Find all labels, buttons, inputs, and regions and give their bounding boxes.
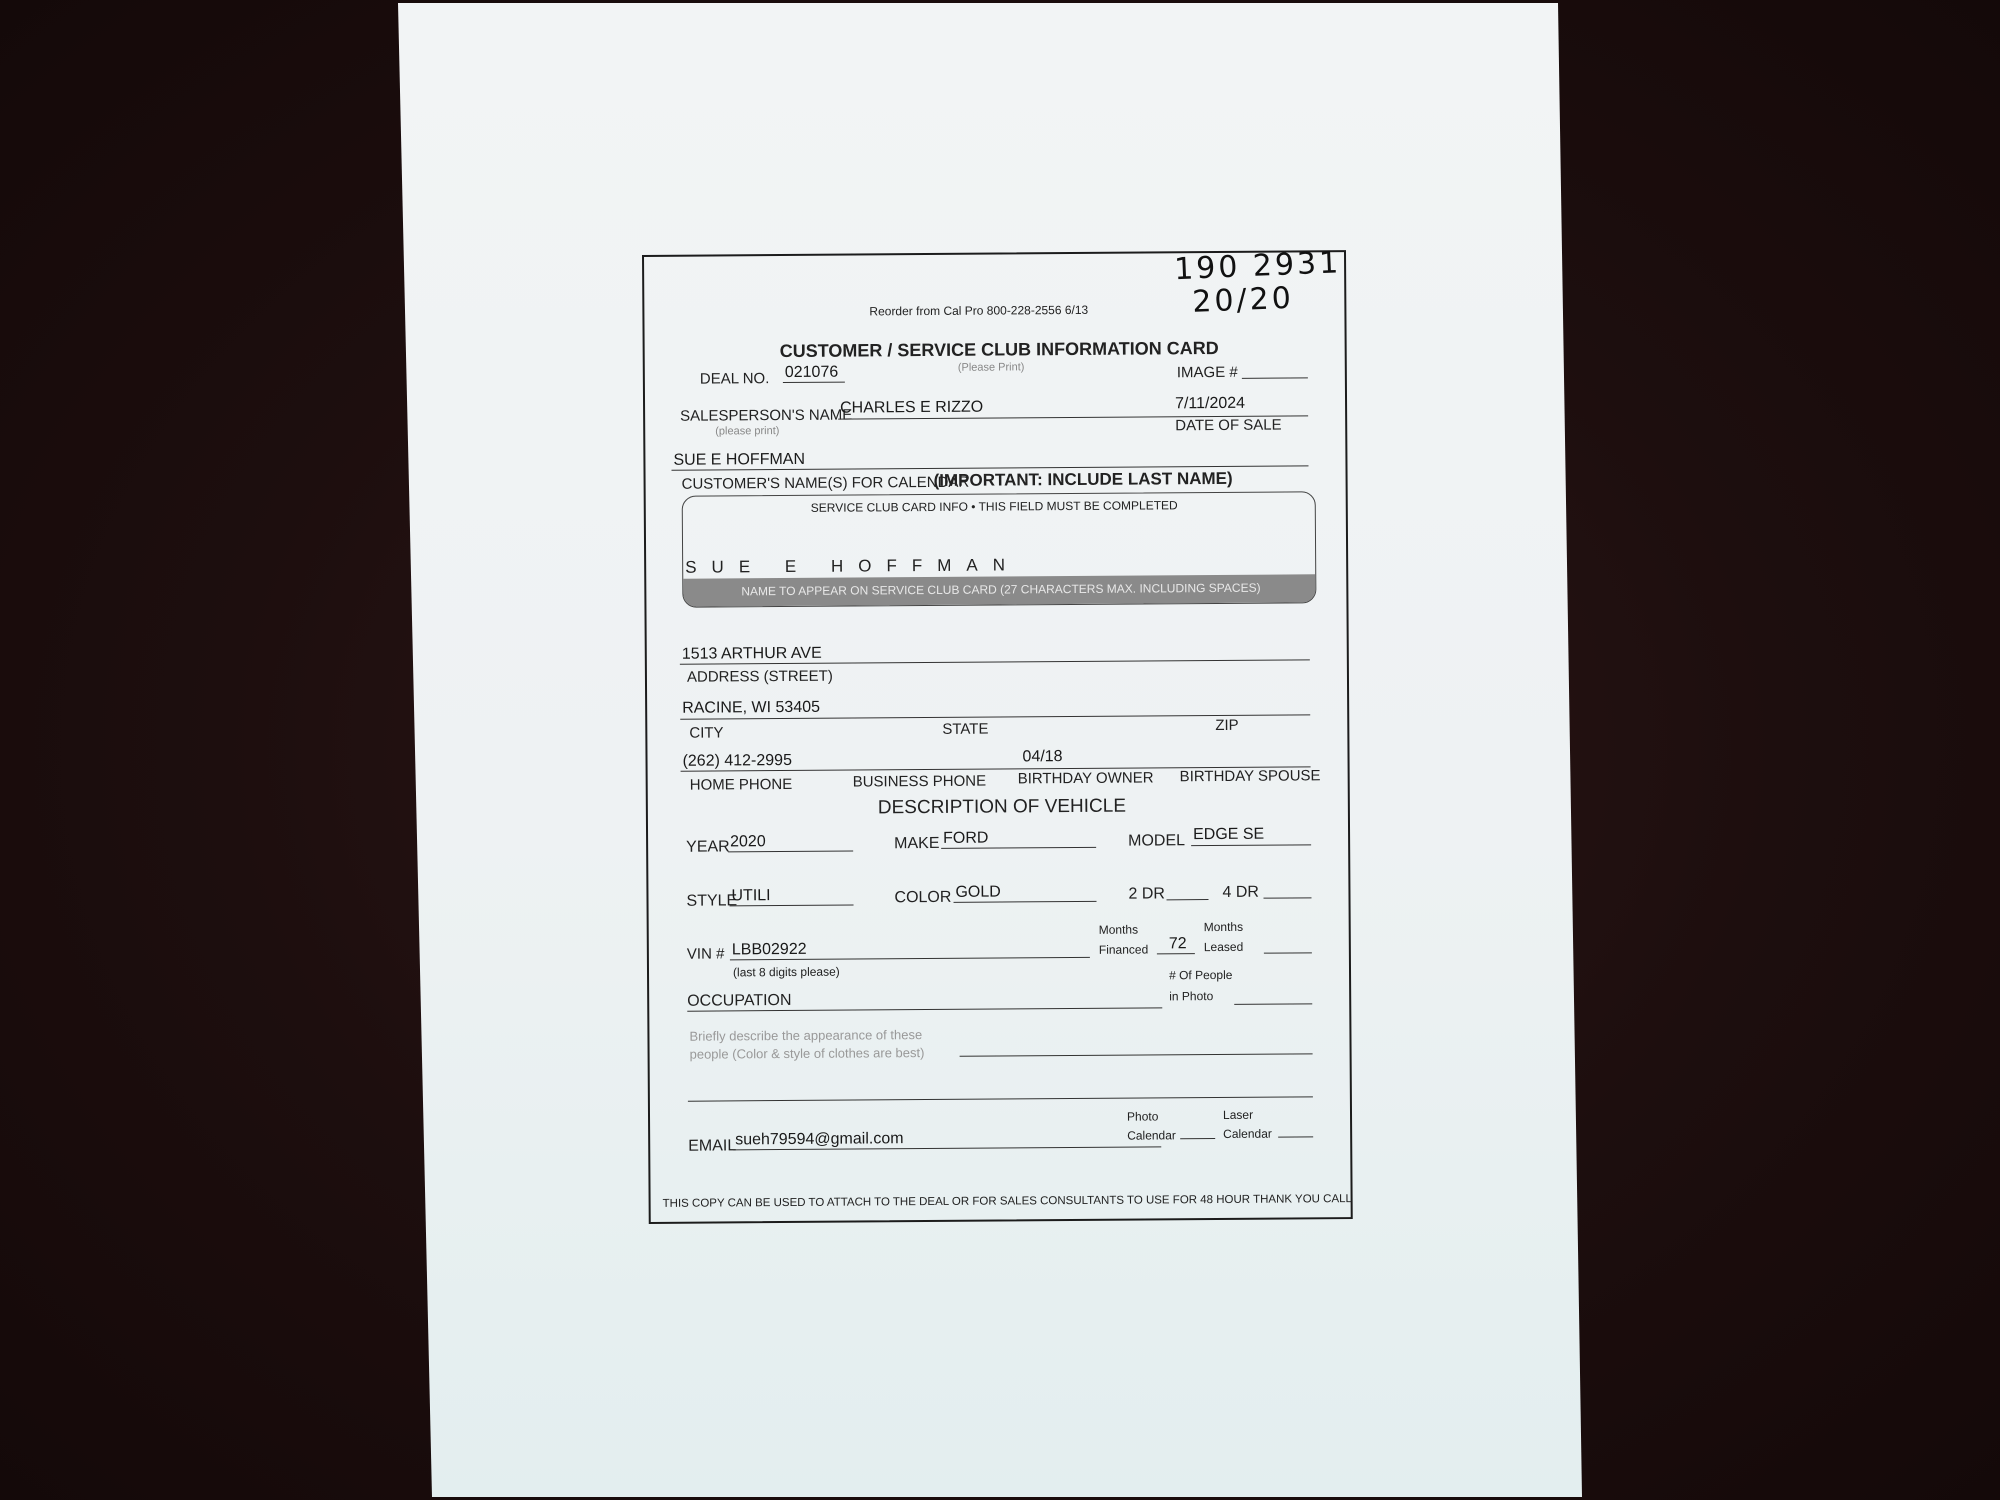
months-leased-label-1: Months — [1203, 919, 1244, 935]
home-phone-value: (262) 412-2995 — [682, 751, 793, 770]
birthday-spouse-label: BIRTHDAY SPOUSE — [1179, 767, 1321, 786]
people-in-photo-label-2: in Photo — [1169, 989, 1214, 1004]
model-label: MODEL — [1128, 832, 1186, 850]
make-label: MAKE — [894, 834, 940, 853]
salesperson-value: CHARLES E RIZZO — [840, 398, 984, 417]
months-leased-label-2: Leased — [1203, 939, 1244, 955]
describe-label-1: Briefly describe the appearance of these — [689, 1027, 923, 1044]
photo-calendar-line — [1180, 1138, 1215, 1139]
customer-name-value: SUE E HOFFMAN — [673, 450, 806, 469]
color-line — [954, 901, 1097, 903]
service-club-footer-bar — [683, 574, 1315, 606]
info-card — [642, 245, 1353, 1224]
people-in-photo-line — [1234, 1003, 1312, 1005]
months-financed-line — [1157, 953, 1195, 954]
two-door-line — [1167, 899, 1209, 900]
home-phone-label: HOME PHONE — [689, 775, 793, 794]
model-line — [1191, 844, 1311, 846]
make-value: FORD — [943, 829, 989, 847]
months-financed-label-2: Financed — [1098, 942, 1149, 957]
business-phone-label: BUSINESS PHONE — [852, 772, 987, 791]
four-door-label: 4 DR — [1222, 883, 1259, 901]
year-line — [728, 851, 853, 853]
address-value: 1513 ARTHUR AVE — [681, 644, 822, 663]
year-label: YEAR — [686, 838, 730, 856]
describe-line-2 — [688, 1096, 1313, 1101]
four-door-line — [1264, 897, 1312, 898]
birthday-owner-label: BIRTHDAY OWNER — [1017, 769, 1154, 788]
date-of-sale-value: 7/11/2024 — [1174, 394, 1246, 413]
email-value: sueh79594@gmail.com — [735, 1130, 904, 1149]
image-line — [1242, 377, 1308, 378]
make-line — [941, 847, 1096, 849]
vehicle-heading: DESCRIPTION OF VEHICLE — [877, 795, 1127, 819]
card-title: CUSTOMER / SERVICE CLUB INFORMATION CARD — [779, 337, 1219, 362]
color-value: GOLD — [955, 883, 1001, 901]
photo-calendar-label-2: Calendar — [1127, 1128, 1176, 1143]
color-label: COLOR — [894, 888, 952, 907]
laser-calendar-line — [1278, 1136, 1313, 1137]
salesperson-label: SALESPERSON'S NAME — [680, 406, 853, 425]
laser-calendar-label-2: Calendar — [1223, 1126, 1272, 1141]
vin-value: LBB02922 — [731, 940, 807, 959]
occupation-label: OCCUPATION — [687, 991, 792, 1010]
customer-name-label: CUSTOMER'S NAME(S) FOR CALENDAR — [681, 473, 970, 493]
describe-line-1 — [960, 1053, 1313, 1056]
image-label: IMAGE # — [1176, 363, 1238, 382]
style-value: UTILI — [731, 887, 771, 905]
card-name-value: SUE E HOFFMAN — [685, 555, 1021, 577]
address-label: ADDRESS (STREET) — [686, 667, 833, 686]
deal-no-line — [783, 382, 845, 383]
birthday-owner-value: 04/18 — [1022, 748, 1063, 766]
two-door-label: 2 DR — [1128, 885, 1165, 903]
date-of-sale-label: DATE OF SALE — [1175, 416, 1282, 435]
vin-sub: (last 8 digits please) — [732, 964, 840, 980]
please-print-note: (Please Print) — [957, 361, 1025, 374]
deal-no-label: DEAL NO. — [699, 370, 770, 388]
state-label: STATE — [942, 720, 989, 738]
vin-label: VIN # — [686, 945, 725, 963]
service-club-box — [682, 491, 1317, 607]
style-line — [730, 905, 854, 907]
service-club-info: SERVICE CLUB CARD INFO • THIS FIELD MUST BE COMPLETED — [810, 498, 1178, 515]
handwritten-number: 190 2931 — [1173, 245, 1342, 288]
city-state-zip-value: RACINE, WI 53405 — [682, 698, 821, 717]
card-name-footer: NAME TO APPEAR ON SERVICE CLUB CARD (27 CHARACTERS MAX. INCLUDING SPACES) — [741, 580, 1261, 599]
card-footer: THIS COPY CAN BE USED TO ATTACH TO THE DEAL OR FOR SALES CONSULTANTS TO USE FOR 48 HOUR THANK YOU CALL — [662, 1193, 1352, 1210]
model-value: EDGE SE — [1193, 825, 1265, 844]
year-value: 2020 — [730, 833, 766, 851]
reorder-info: Reorder from Cal Pro 800-228-2556 6/13 — [869, 302, 1089, 319]
months-financed-label-1: Months — [1098, 922, 1139, 937]
photo-calendar-label-1: Photo — [1126, 1109, 1159, 1124]
handwritten-ratio: 20/20 — [1191, 280, 1295, 320]
salesperson-sub: (please print) — [715, 425, 780, 438]
style-label: STYLE — [686, 892, 738, 910]
describe-label-2: people (Color & style of clothes are best) — [689, 1045, 925, 1062]
zip-label: ZIP — [1215, 716, 1239, 735]
people-in-photo-label-1: # Of People — [1168, 967, 1233, 983]
city-label: CITY — [689, 724, 724, 742]
months-financed-value: 72 — [1168, 935, 1187, 953]
important-note: (IMPORTANT: INCLUDE LAST NAME) — [933, 468, 1233, 490]
email-label: EMAIL — [688, 1137, 737, 1155]
months-leased-line — [1264, 952, 1312, 953]
deal-no-value: 021076 — [784, 363, 839, 382]
laser-calendar-label-1: Laser — [1222, 1107, 1254, 1122]
